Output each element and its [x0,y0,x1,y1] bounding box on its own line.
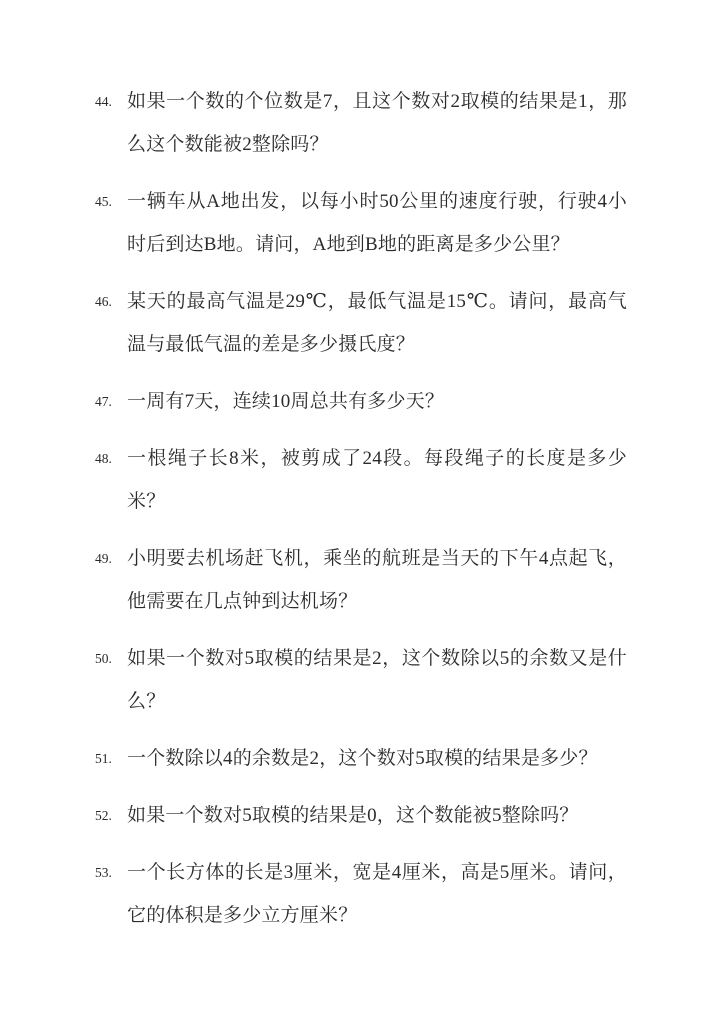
question-number: 44. [95,94,112,109]
question-item [95,437,627,523]
question-text: 一个数除以4的余数是2，这个数对5取模的结果是多少？ [127,748,598,769]
question-number: 52. [95,808,112,823]
question-number: 46. [95,294,112,309]
question-text: 一周有7天，连续10周总共有多少天？ [127,391,445,412]
question-number: 48. [95,451,112,466]
question-text: 一根绳子长8米，被剪成了24段。每段绳子的长度是多少米？ [127,448,627,512]
question-item [95,80,627,166]
question-text: 如果一个数对5取模的结果是0，这个数能被5整除吗？ [127,805,579,826]
question-number: 50. [95,651,112,666]
question-text: 如果一个数对5取模的结果是2，这个数除以5的余数又是什么？ [127,648,627,712]
question-number: 51. [95,751,112,766]
question-number: 47. [95,394,112,409]
question-item [95,537,627,623]
question-item [95,637,627,723]
question-item [95,737,627,780]
question-item [95,380,627,423]
question-number: 45. [95,194,112,209]
question-item [95,851,627,937]
question-item [95,180,627,266]
question-text: 一辆车从A地出发，以每小时50公里的速度行驶，行驶4小时后到达B地。请问，A地到B地的距离是多少公里？ [127,191,627,255]
question-number: 53. [95,865,112,880]
question-text: 如果一个数的个位数是7，且这个数对2取模的结果是1，那么这个数能被2整除吗？ [127,91,627,155]
question-number: 49. [95,551,112,566]
question-text: 一个长方体的长是3厘米，宽是4厘米，高是5厘米。请问，它的体积是多少立方厘米？ [127,862,627,926]
question-text: 某天的最高气温是29℃，最低气温是15℃。请问，最高气温与最低气温的差是多少摄氏度？ [127,291,627,355]
question-list [95,80,627,951]
question-item [95,794,627,837]
question-text: 小明要去机场赶飞机，乘坐的航班是当天的下午4点起飞，他需要在几点钟到达机场？ [127,548,627,612]
question-item [95,280,627,366]
